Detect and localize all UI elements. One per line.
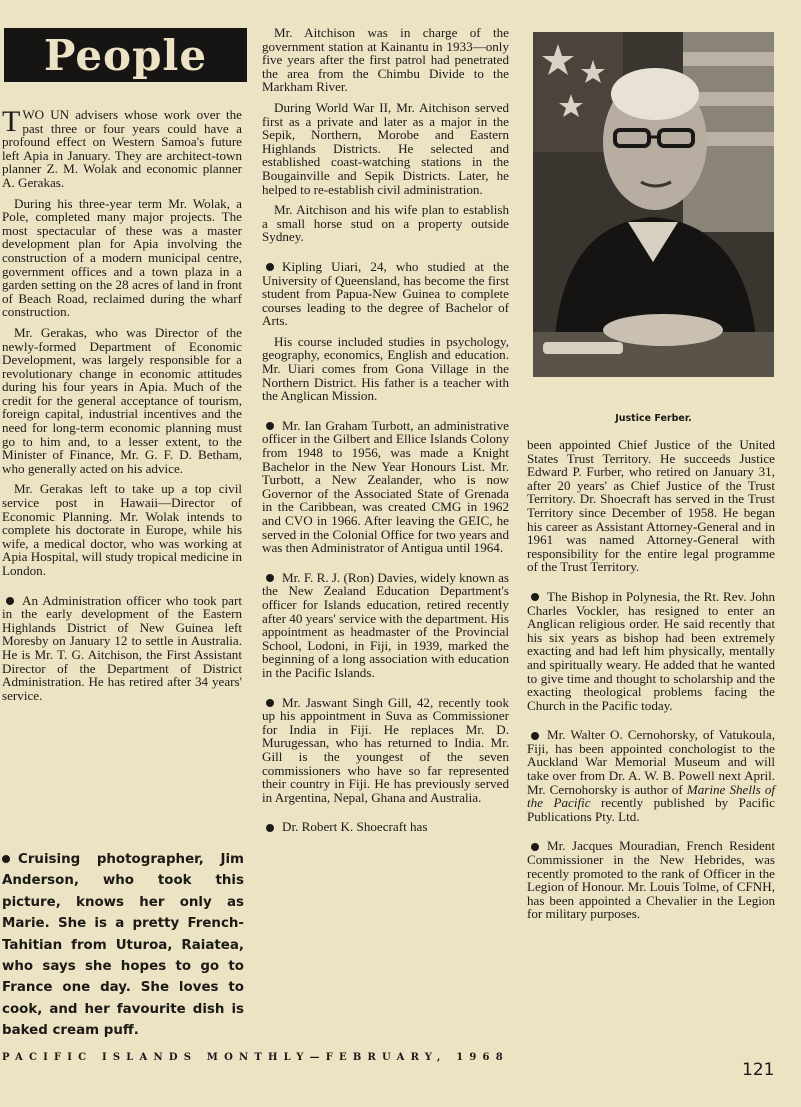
caption-text: Cruising photographer, Jim Anderson, who took this picture, knows her only as Marie. She is a pretty French-Tahitian from Uturoa, Raiatea, who says she hopes to go to France one day. She loves to cook, and her favourite dish is baked cream puff. (2, 852, 244, 1039)
bullet-icon (2, 855, 10, 863)
book-title: Marine Shells of the Pacific (527, 781, 776, 811)
paragraph: Mr. Aitchison and his wife plan to establish a small horse stud on a property outside Sydney. (262, 202, 509, 245)
column-2 (262, 26, 509, 841)
news-item (527, 839, 775, 921)
paragraph (2, 105, 242, 190)
paragraph: Mr. Gerakas left to take up a top civil service post in Hawaii—Director of Economic Planning. Mr. Wolak intends to complete his doctorate in Europe, while his wife, a medical doctor, who was working at Apia Hospital, will study tropical medicine in London. (2, 481, 242, 578)
bullet-icon (6, 597, 14, 605)
bullet-icon (266, 263, 274, 271)
bullet-icon (266, 574, 274, 582)
photo-caption-left (2, 849, 244, 1042)
news-item (527, 728, 775, 823)
photo-caption: Justice Ferber. (615, 413, 692, 424)
news-item (527, 590, 775, 712)
paragraph-text: Dr. Robert K. Shoecraft has (282, 819, 428, 835)
paragraph-text: Mr. Walter O. Cernohorsky, of Vatukoula, Fiji, has been appointed conchologist to the Auckland War Memorial Museum and will take over from Dr. A. W. B. Powell next April. Mr. Cernohorsky is author of (527, 727, 775, 797)
column-1 (2, 105, 242, 709)
paragraph: been appointed Chief Justice of the United States Trust Territory. He succeeds Justice Edward P. Furber, who retired on January 31, after 20 years' as Chief Justice of the Trust Territory. Dr. Shoecraft has served in the Trust Territory since December of 1958. He began his career as Assistant Attorney-General and in 1961 was named Attorney-General with responsibility for the entire legal programme of the Trust Territory. (527, 437, 775, 575)
bullet-icon (266, 699, 274, 707)
drop-cap: T (2, 105, 21, 138)
paragraph-text: Mr. F. R. J. (Ron) Davies, widely known as the New Zealand Education Department's officer for Islands education, retired recently after 40 years' service with the department. His appointment as headmaster of the Provincial School, Lodoni, in Fiji, in 1939, marked the beginning of a long association with education in the Pacific Islands. (262, 569, 509, 680)
news-item (262, 571, 509, 680)
news-item (262, 696, 509, 805)
news-item (262, 419, 509, 555)
portrait-photo (533, 32, 774, 377)
paragraph: During his three-year term Mr. Wolak, a Pole, completed many major projects. The most spectacular of these was a master development plan for Apia involving the construction of a modern municipal centre, government offices and a town plaza in a garden setting on the 28 acres of land in front of Beach Road, reclaimed during the wharf construction. (2, 195, 242, 320)
paragraph: His course included studies in psychology, geography, economics, English and education. Mr. Uiari comes from Gona Village in the Northern District. His father is a teacher with the Anglican Mission. (262, 333, 509, 404)
paragraph-text: Mr. Jacques Mouradian, French Resident Commissioner in the New Hebrides, was recently promoted to the rank of Officer in the Legion of Honour. Mr. Louis Tolme, of CFNH, has been appointed a Chevalier in the Legion for military purposes. (527, 838, 775, 922)
bullet-icon (531, 843, 539, 851)
paragraph: Mr. Aitchison was in charge of the government station at Kainantu in 1933—only five years after the first patrol had penetrated the area from the Chimbu Divide to the Markham River. (262, 25, 509, 95)
section-title-banner (4, 28, 247, 82)
page-footer: PACIFIC ISLANDS MONTHLY—FEBRUARY, 1968 (2, 1052, 509, 1063)
paragraph-text: Kipling Uiari, 24, who studied at the University of Queensland, has become the first student from Papua-New Guinea to complete courses leading to the degree of Bachelor of Arts. (262, 258, 509, 329)
news-item (262, 820, 509, 834)
paragraph-text: WO UN advisers whose work over the past three or four years could have a profound effect on Western Samoa's future left Apia in January. They are architect-town planner Z. M. Wolak and economic planner A. Gerakas. (2, 107, 242, 190)
portrait-image (533, 32, 774, 377)
bullet-icon (531, 593, 539, 601)
column-3 (527, 438, 775, 928)
paragraph-text: Mr. Ian Graham Turbott, an administrative officer in the Gilbert and Ellice Islands Colony from 1948 to 1956, was made a Knight Bachelor in the New Year Honours List. Mr. Turbott, a New Zealander, who is now Governor of the Associated State of Grenada in the Caribbean, was created CMG in 1962 and CVO in 1966. After leaving the GEIC, he served in the Colonial Office for two years and was then Administrator of Antigua until 1964. (262, 417, 509, 556)
bullet-icon (266, 824, 274, 832)
paragraph-text: recently published by Pacific Publications Pty. Ltd. (527, 795, 775, 824)
page-number: 121 (742, 1060, 775, 1080)
section-title: People (43, 30, 208, 80)
paragraph-text: An Administration officer who took part in the early development of the Eastern Highlands District of New Guinea left Moresby on January 12 to settle in Australia. He is Mr. T. G. Aitchison, the First Assistant Director of the Department of District Administration. He has retired after 34 years' service. (2, 592, 242, 703)
news-item (2, 594, 242, 703)
paragraph: During World War II, Mr. Aitchison served first as a private and later as a major in the Sepik, Northern, Morobe and Eastern Highlands Districts. He selected and established coast-watching stations in the Bougainville and Sepik Districts. Later, he helped to re-establish civil administration. (262, 99, 509, 197)
bullet-icon (266, 422, 274, 430)
news-item (262, 260, 509, 328)
bullet-icon (531, 732, 539, 740)
paragraph-text: Mr. Jaswant Singh Gill, 42, recently took up his appointment in Suva as Commissioner for India in Fiji. He replaces Mr. D. Murugessan, who has returned to India. Mr. Gill is the youngest of the seven commissioners who have so far represented their country in Fiji. He has previously served in Argentina, Nepal, Ghana and Australia. (262, 694, 509, 805)
paragraph-text: The Bishop in Polynesia, the Rt. Rev. John Charles Vockler, has resigned to enter an Anglican religious order. He said recently that his six years as bishop had been extremely exacting and had left him physically, mentally and spiritually weary. He added that he wanted to give time and thought to scholarship and the exacting theological problems facing the Church in the Pacific today. (527, 588, 775, 713)
paragraph: Mr. Gerakas, who was Director of the newly-formed Department of Economic Development, was largely responsible for a revolutionary change in economic attitudes during his four years in Apia. Much of the credit for the general acceptance of tourism, foreign capital, industrial incentives and the need for long-term economic planning must go to him and, to a lesser extent, to the Minister of Finance, Mr. G. F. D. Betham, who generally acted on his advice. (2, 324, 242, 476)
